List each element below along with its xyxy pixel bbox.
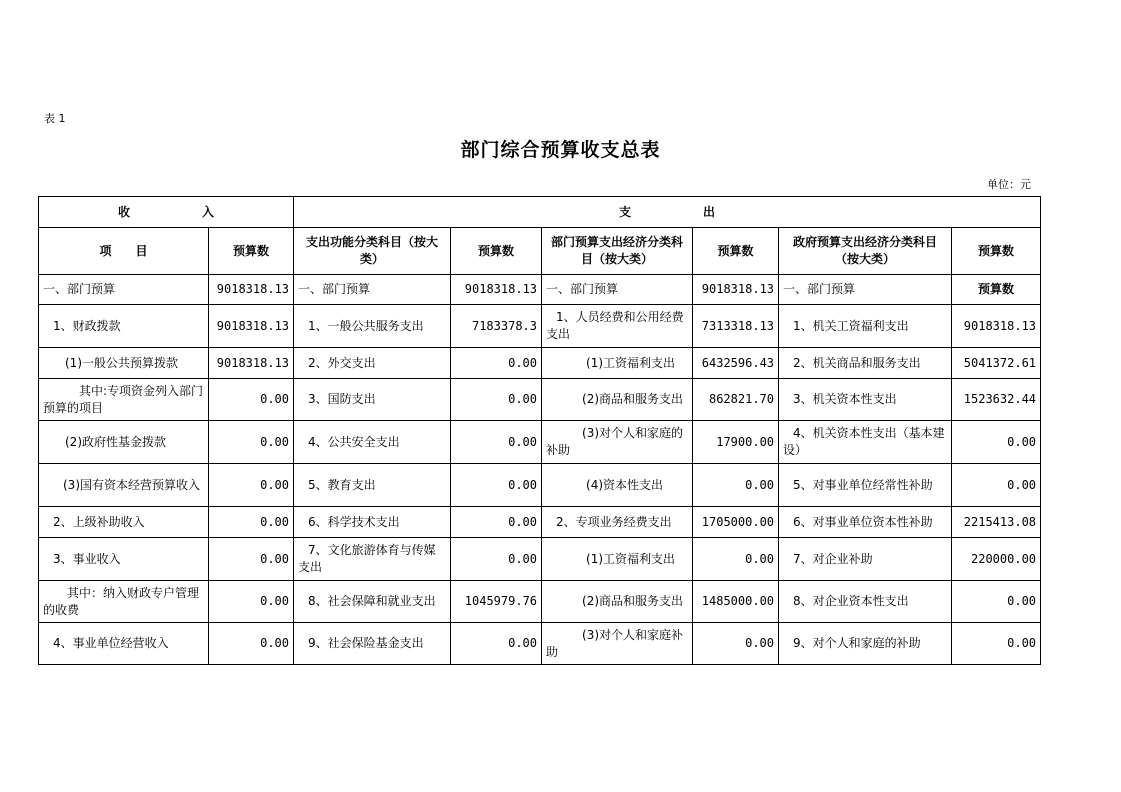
income-amount: 9018318.13 [209,275,294,305]
func-item: 3、国防支出 [294,379,451,421]
budget-summary-table [38,196,1041,665]
gov-econ-item: 8、对企业资本性支出 [779,581,952,623]
func-amount: 1045979.76 [451,581,542,623]
gov-econ-amount: 0.00 [952,623,1041,665]
gov-econ-amount: 0.00 [952,464,1041,507]
dept-econ-amount: 1485000.00 [693,581,779,623]
gov-econ-item: 一、部门预算 [779,275,952,305]
gov-econ-item: 9、对个人和家庭的补助 [779,623,952,665]
gov-econ-item: 4、机关资本性支出（基本建设） [779,421,952,464]
income-item: (3)国有资本经营预算收入 [39,464,209,507]
dept-econ-amount: 17900.00 [693,421,779,464]
gov-econ-amount: 9018318.13 [952,305,1041,348]
gov-econ-amount: 预算数 [952,275,1041,305]
func-item: 8、社会保障和就业支出 [294,581,451,623]
dept-econ-item: (1)工资福利支出 [542,348,693,379]
dept-econ-item: (2)商品和服务支出 [542,581,693,623]
func-item: 2、外交支出 [294,348,451,379]
income-item: 4、事业单位经营收入 [39,623,209,665]
table-row [39,275,1041,305]
dept-econ-item: (1)工资福利支出 [542,538,693,581]
income-amount: 0.00 [209,379,294,421]
income-item: 3、事业收入 [39,538,209,581]
dept-econ-class-header: 部门预算支出经济分类科目（按大类） [542,228,693,275]
gov-econ-amount: 5041372.61 [952,348,1041,379]
func-amount: 0.00 [451,623,542,665]
expense-header: 支 出 [294,197,1041,228]
dept-econ-item: (2)商品和服务支出 [542,379,693,421]
func-amount: 0.00 [451,464,542,507]
func-item: 9、社会保险基金支出 [294,623,451,665]
gov-econ-amount: 0.00 [952,421,1041,464]
dept-econ-amount: 862821.70 [693,379,779,421]
page-title: 部门综合预算收支总表 [460,139,661,161]
gov-econ-amount: 220000.00 [952,538,1041,581]
header-row-2 [39,228,1041,275]
dept-econ-item: (4)资本性支出 [542,464,693,507]
func-amount: 0.00 [451,379,542,421]
func-item: 一、部门预算 [294,275,451,305]
table-row [39,348,1041,379]
budget-header: 预算数 [693,228,779,275]
gov-econ-item: 7、对企业补助 [779,538,952,581]
income-item: 一、部门预算 [39,275,209,305]
budget-header: 预算数 [209,228,294,275]
dept-econ-amount: 0.00 [693,623,779,665]
func-amount: 9018318.13 [451,275,542,305]
table-row [39,538,1041,581]
income-amount: 0.00 [209,464,294,507]
table-row [39,379,1041,421]
gov-econ-amount: 2215413.08 [952,507,1041,538]
unit-label: 单位：元 [987,178,1031,191]
dept-econ-item: 2、专项业务经费支出 [542,507,693,538]
budget-header: 预算数 [952,228,1041,275]
gov-econ-item: 2、机关商品和服务支出 [779,348,952,379]
income-item: 1、财政拨款 [39,305,209,348]
dept-econ-amount: 7313318.13 [693,305,779,348]
table-row [39,581,1041,623]
dept-econ-amount: 1705000.00 [693,507,779,538]
dept-econ-amount: 0.00 [693,464,779,507]
gov-econ-amount: 1523632.44 [952,379,1041,421]
gov-econ-item: 3、机关资本性支出 [779,379,952,421]
income-item: 其中:专项资金列入部门预算的项目 [39,379,209,421]
table-row [39,305,1041,348]
gov-econ-class-header: 政府预算支出经济分类科目（按大类） [779,228,952,275]
table-row [39,464,1041,507]
budget-header: 预算数 [451,228,542,275]
gov-econ-item: 6、对事业单位资本性补助 [779,507,952,538]
func-class-header: 支出功能分类科目（按大类） [294,228,451,275]
func-amount: 0.00 [451,538,542,581]
dept-econ-amount: 9018318.13 [693,275,779,305]
func-amount: 0.00 [451,348,542,379]
income-amount: 0.00 [209,421,294,464]
table-label: 表 1 [44,112,66,125]
item-header: 项 目 [39,228,209,275]
gov-econ-amount: 0.00 [952,581,1041,623]
income-item: (2)政府性基金拨款 [39,421,209,464]
dept-econ-amount: 0.00 [693,538,779,581]
income-header: 收 入 [39,197,294,228]
income-amount: 0.00 [209,538,294,581]
func-item: 7、文化旅游体育与传媒支出 [294,538,451,581]
table-row [39,507,1041,538]
gov-econ-item: 1、机关工资福利支出 [779,305,952,348]
dept-econ-item: (3)对个人和家庭的补助 [542,421,693,464]
func-item: 6、科学技术支出 [294,507,451,538]
income-amount: 0.00 [209,507,294,538]
dept-econ-item: (3)对个人和家庭补助 [542,623,693,665]
income-amount: 9018318.13 [209,305,294,348]
func-item: 5、教育支出 [294,464,451,507]
dept-econ-item: 一、部门预算 [542,275,693,305]
func-amount: 0.00 [451,507,542,538]
func-item: 4、公共安全支出 [294,421,451,464]
table-row [39,421,1041,464]
dept-econ-item: 1、人员经费和公用经费支出 [542,305,693,348]
income-item: 2、上级补助收入 [39,507,209,538]
dept-econ-amount: 6432596.43 [693,348,779,379]
gov-econ-item: 5、对事业单位经常性补助 [779,464,952,507]
income-amount: 0.00 [209,623,294,665]
income-amount: 0.00 [209,581,294,623]
income-amount: 9018318.13 [209,348,294,379]
income-item: (1)一般公共预算拨款 [39,348,209,379]
func-amount: 0.00 [451,421,542,464]
func-amount: 7183378.3 [451,305,542,348]
table-row [39,623,1041,665]
income-item: 其中：纳入财政专户管理的收费 [39,581,209,623]
func-item: 1、一般公共服务支出 [294,305,451,348]
header-row-1 [39,197,1041,228]
